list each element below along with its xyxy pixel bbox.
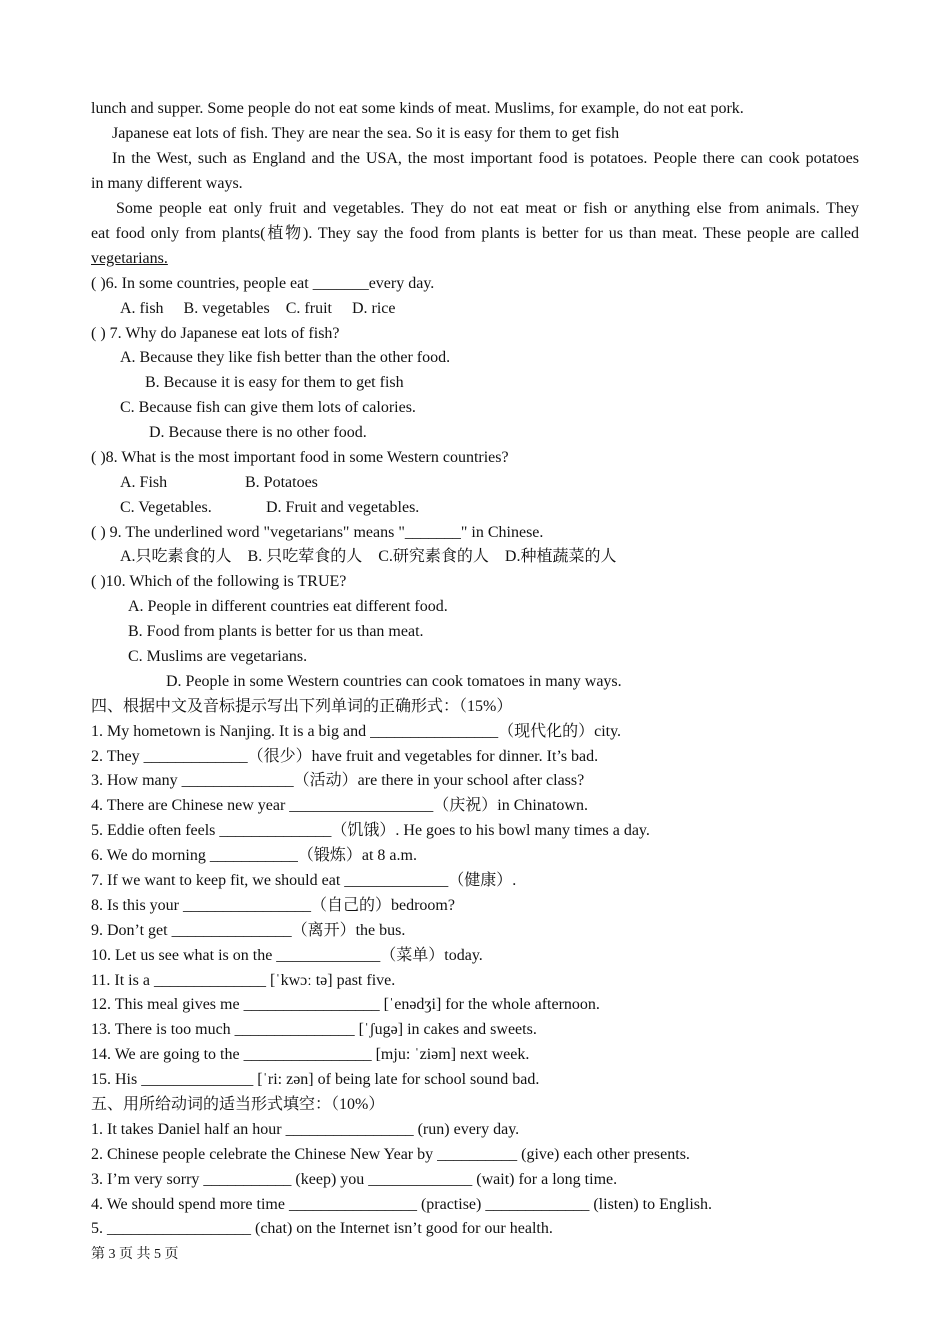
question-10-option-c: C. Muslims are vegetarians. <box>128 648 308 665</box>
question-10-option-b: B. Food from plants is better for us than meat. <box>128 623 424 640</box>
question-10-option-d: D. People in some Western countries can cook tomatoes in many ways. <box>166 673 622 690</box>
passage-line-5: Some people eat only fruit and vegetables. They do not eat meat or fish or anything else from animals. They <box>116 200 859 217</box>
section-4-item: 15. His ______________ [ˈri: zən] of being late for school sound bad. <box>91 1071 540 1088</box>
section-4-item: 12. This meal gives me _________________ [ˈenədʒi] for the whole afternoon. <box>91 996 600 1013</box>
passage-line-1: lunch and supper. Some people do not eat some kinds of meat. Muslims, for example, do not eat pork. <box>91 100 744 117</box>
page-number: 第 3 页 共 5 页 <box>91 1247 179 1262</box>
question-7-option-a: A. Because they like fish better than the other food. <box>120 349 451 366</box>
question-8-option-c: C. Vegetables. <box>120 499 212 516</box>
section-5-item: 1. It takes Daniel half an hour ________________ (run) every day. <box>91 1121 520 1138</box>
section-4-item: 4. There are Chinese new year __________________（庆祝）in Chinatown. <box>91 797 588 814</box>
section-4-item: 10. Let us see what is on the _____________（菜单）today. <box>91 947 483 964</box>
passage-line-2: Japanese eat lots of fish. They are near the sea. So it is easy for them to get fish <box>112 125 620 142</box>
section-5-item: 4. We should spend more time ________________ (practise) _____________ (listen) to English. <box>91 1196 713 1213</box>
question-7-option-d: D. Because there is no other food. <box>149 424 367 441</box>
question-8-option-d: D. Fruit and vegetables. <box>266 499 420 516</box>
question-7-option-b: B. Because it is easy for them to get fish <box>145 374 404 391</box>
passage-line-3: In the West, such as England and the USA, the most important food is potatoes. People there can cook potatoes <box>112 150 859 167</box>
question-10-option-a: A. People in different countries eat different food. <box>128 598 448 615</box>
question-9: ( ) 9. The underlined word "vegetarians" means "_______" in Chinese. <box>91 524 544 541</box>
section-4-item: 13. There is too much _______________ [ˈʃugə] in cakes and sweets. <box>91 1021 537 1038</box>
section-4-item: 5. Eddie often feels ______________（饥饿）. He goes to his bowl many times a day. <box>91 822 650 839</box>
question-6: ( )6. In some countries, people eat _______every day. <box>91 275 435 292</box>
passage-line-6: eat food only from plants(植物). They say the food from plants is better for us than meat. These people are called <box>91 225 859 242</box>
section-4-item: 6. We do morning ___________（锻炼）at 8 a.m. <box>91 847 417 864</box>
question-8: ( )8. What is the most important food in some Western countries? <box>91 449 509 466</box>
section-4-item: 2. They _____________（很少）have fruit and vegetables for dinner. It’s bad. <box>91 748 599 765</box>
section-5-item: 5. __________________ (chat) on the Internet isn’t good for our health. <box>91 1220 553 1237</box>
section-5-item: 3. I’m very sorry ___________ (keep) you _____________ (wait) for a long time. <box>91 1171 618 1188</box>
question-9-options: A.只吃素食的人 B. 只吃荤食的人 C.研究素食的人 D.种植蔬菜的人 <box>120 548 617 565</box>
question-10: ( )10. Which of the following is TRUE? <box>91 573 347 590</box>
section-5-item: 2. Chinese people celebrate the Chinese New Year by __________ (give) each other presents. <box>91 1146 690 1163</box>
question-6-options: A. fish B. vegetables C. fruit D. rice <box>120 300 396 317</box>
question-7: ( ) 7. Why do Japanese eat lots of fish? <box>91 325 340 342</box>
question-7-option-c: C. Because fish can give them lots of calories. <box>120 399 416 416</box>
question-8-option-b: B. Potatoes <box>245 474 318 491</box>
question-8-option-a: A. Fish <box>120 474 168 491</box>
section-4-item: 9. Don’t get _______________（离开）the bus. <box>91 922 406 939</box>
section-4-item: 7. If we want to keep fit, we should eat _____________（健康）. <box>91 872 517 889</box>
section-4-item: 14. We are going to the ________________ [mju: ˈziəm] next week. <box>91 1046 530 1063</box>
section-4-item: 11. It is a ______________ [ˈkwɔː tə] past five. <box>91 972 396 989</box>
section-4-item: 1. My hometown is Nanjing. It is a big and ________________（现代化的）city. <box>91 723 622 740</box>
section-5-heading: 五、用所给动词的适当形式填空：（10%） <box>91 1096 385 1113</box>
passage-underlined-word: vegetarians. <box>91 250 168 267</box>
section-4-item: 8. Is this your ________________（自己的）bedroom? <box>91 897 455 914</box>
passage-line-4: in many different ways. <box>91 175 243 192</box>
section-4-item: 3. How many ______________（活动）are there in your school after class? <box>91 772 585 789</box>
section-4-heading: 四、根据中文及音标提示写出下列单词的正确形式：（15%） <box>91 698 513 715</box>
